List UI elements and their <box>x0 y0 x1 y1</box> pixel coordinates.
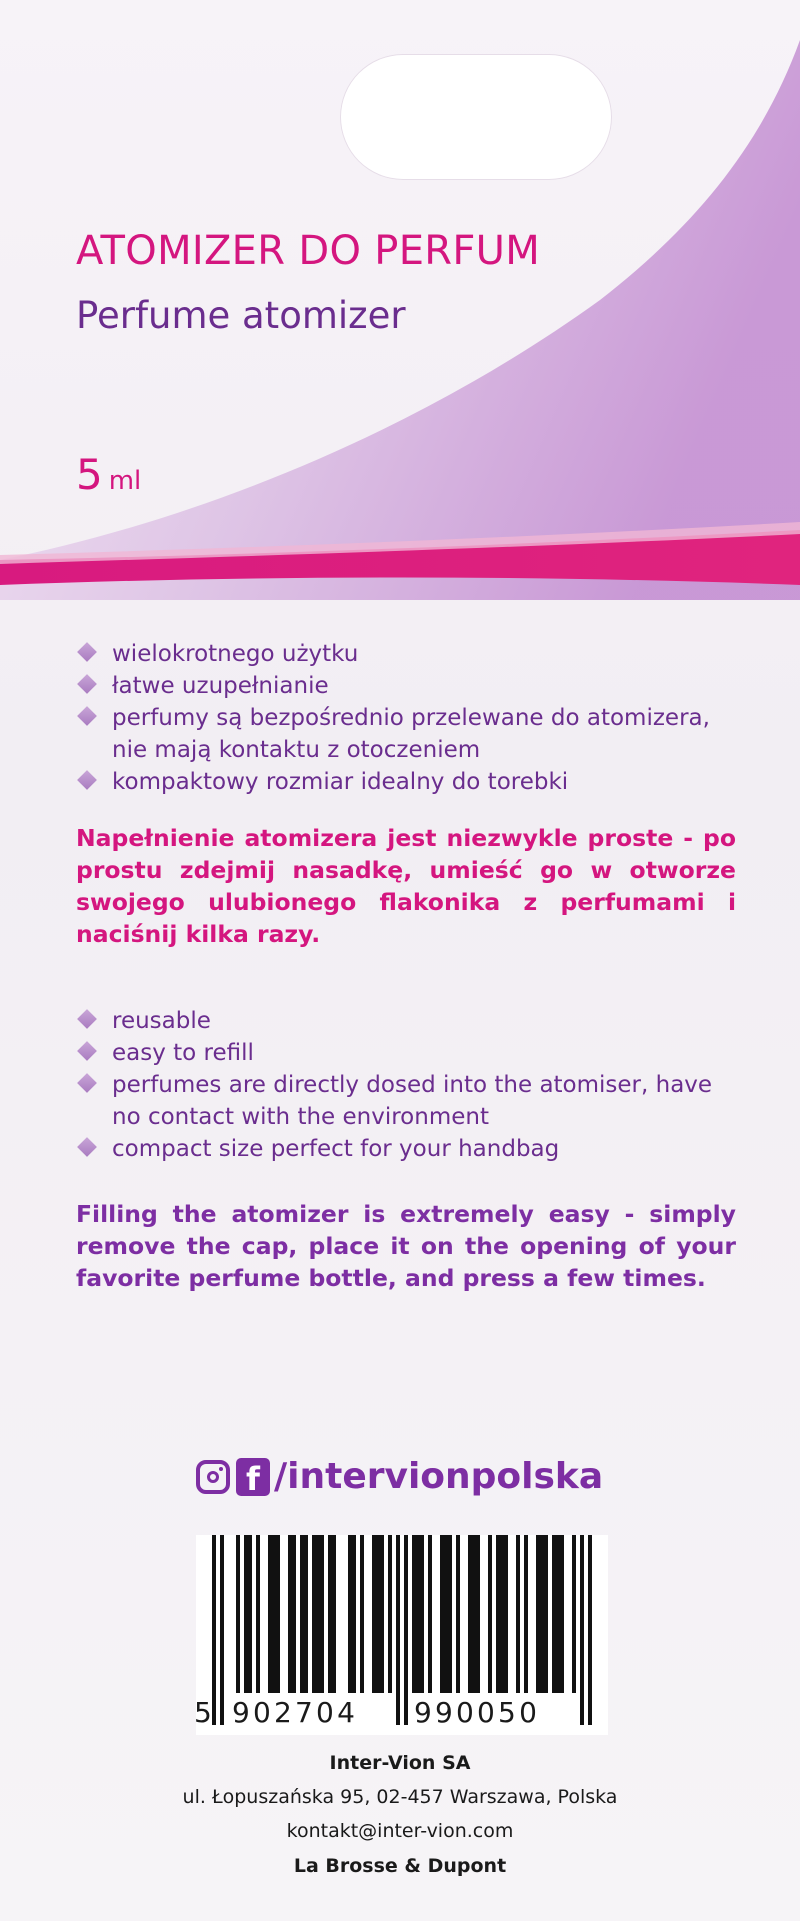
features-list-pl <box>76 638 736 798</box>
diamond-bullet-icon <box>77 1073 97 1093</box>
diamond-bullet-icon <box>77 706 97 726</box>
barcode-bar <box>236 1535 240 1693</box>
barcode-bar <box>248 1535 252 1693</box>
barcode-bar <box>440 1535 444 1693</box>
barcode-bar <box>572 1535 576 1693</box>
barcode-bar <box>488 1535 492 1693</box>
social-handle <box>196 1456 603 1497</box>
company-brand: La Brosse & Dupont <box>293 1855 507 1877</box>
company-email: kontakt@inter-vion.com <box>286 1820 514 1842</box>
barcode-left-group: 902704 <box>232 1696 359 1729</box>
barcode-bar <box>428 1535 432 1693</box>
product-title-pl: ATOMIZER DO PERFUM <box>76 228 541 274</box>
list-item: reusable <box>76 1005 736 1037</box>
barcode-right-group: 990050 <box>414 1696 541 1729</box>
barcode-bar <box>388 1535 392 1693</box>
barcode-bar <box>552 1535 556 1693</box>
company-address: ul. Łopuszańska 95, 02-457 Warszawa, Polska <box>182 1786 618 1808</box>
list-item: perfumes are directly dosed into the atomiser, have no contact with the environment <box>76 1069 736 1133</box>
barcode-bar <box>312 1535 316 1693</box>
diamond-bullet-icon <box>77 1041 97 1061</box>
barcode-bar <box>496 1535 500 1693</box>
barcode-bar <box>556 1535 560 1693</box>
barcode-bar <box>372 1535 376 1693</box>
barcode-bar <box>272 1535 276 1693</box>
barcode-bar <box>328 1535 332 1693</box>
barcode-bar <box>288 1535 292 1693</box>
barcode-bar <box>380 1535 384 1693</box>
list-item: perfumy są bezpośrednio przelewane do atomizera, nie mają kontaktu z otoczeniem <box>76 702 736 766</box>
barcode-bar <box>360 1535 364 1693</box>
barcode-bar <box>516 1535 520 1693</box>
facebook-icon: f <box>236 1458 270 1496</box>
barcode-bar <box>468 1535 472 1693</box>
features-list-en <box>76 1005 736 1165</box>
barcode-bar <box>256 1535 260 1693</box>
barcode-bar <box>220 1535 224 1725</box>
barcode-bar <box>320 1535 324 1693</box>
diamond-bullet-icon <box>77 642 97 662</box>
barcode-bar <box>332 1535 336 1693</box>
barcode-bar <box>396 1535 400 1725</box>
company-name: Inter-Vion SA <box>329 1752 471 1774</box>
barcode-bar <box>404 1535 408 1725</box>
barcode-bar <box>544 1535 548 1693</box>
volume-amount: 5 <box>76 450 103 499</box>
barcode-bar <box>504 1535 508 1693</box>
barcode-bar <box>580 1535 584 1725</box>
instructions-pl: Napełnienie atomizera jest niezwykle proste - po prostu zdejmij nasadkę, umieść go w otworze swojego ulubionego flakonika z perfumami i naciśnij kilka razy. <box>76 824 736 948</box>
list-item: easy to refill <box>76 1037 736 1069</box>
volume-label <box>76 450 141 499</box>
barcode-bar <box>268 1535 272 1693</box>
barcode-bar <box>300 1535 304 1693</box>
barcode-bar <box>444 1535 448 1693</box>
diamond-bullet-icon <box>77 674 97 694</box>
instructions-en: Filling the atomizer is extremely easy - simply remove the cap, place it on the opening of your favorite perfume bottle, and press a few times. <box>76 1200 736 1292</box>
barcode-bar <box>536 1535 540 1693</box>
barcode-bar <box>456 1535 460 1693</box>
product-title-en: Perfume atomizer <box>76 294 406 337</box>
diamond-bullet-icon <box>77 1009 97 1029</box>
barcode-bar <box>412 1535 416 1693</box>
barcode-bar <box>448 1535 452 1693</box>
barcode-bar <box>316 1535 320 1693</box>
instagram-icon <box>196 1460 230 1494</box>
list-item: wielokrotnego użytku <box>76 638 736 670</box>
barcode-bar <box>588 1535 592 1725</box>
barcode-bar <box>420 1535 424 1693</box>
barcode-bar <box>376 1535 380 1693</box>
barcode-bar <box>352 1535 356 1693</box>
barcode-bar <box>472 1535 476 1693</box>
list-item: łatwe uzupełnianie <box>76 670 736 702</box>
barcode-bar <box>560 1535 564 1693</box>
social-handle-text: /intervionpolska <box>274 1456 604 1497</box>
barcode-bar <box>212 1535 216 1725</box>
diamond-bullet-icon <box>77 770 97 790</box>
barcode-bar <box>476 1535 480 1693</box>
barcode-bar <box>304 1535 308 1693</box>
barcode-bar <box>244 1535 248 1693</box>
barcode-bar <box>524 1535 528 1693</box>
list-item: compact size perfect for your handbag <box>76 1133 736 1165</box>
barcode-bar <box>416 1535 420 1693</box>
barcode-bar <box>292 1535 296 1693</box>
barcode-bar <box>276 1535 280 1693</box>
barcode-bar <box>540 1535 544 1693</box>
volume-unit: ml <box>108 466 142 496</box>
barcode-bar <box>348 1535 352 1693</box>
barcode-first-digit: 5 <box>194 1696 212 1729</box>
diamond-bullet-icon <box>77 1137 97 1157</box>
hanger-hole <box>340 54 612 180</box>
barcode-bar <box>500 1535 504 1693</box>
list-item: kompaktowy rozmiar idealny do torebki <box>76 766 736 798</box>
